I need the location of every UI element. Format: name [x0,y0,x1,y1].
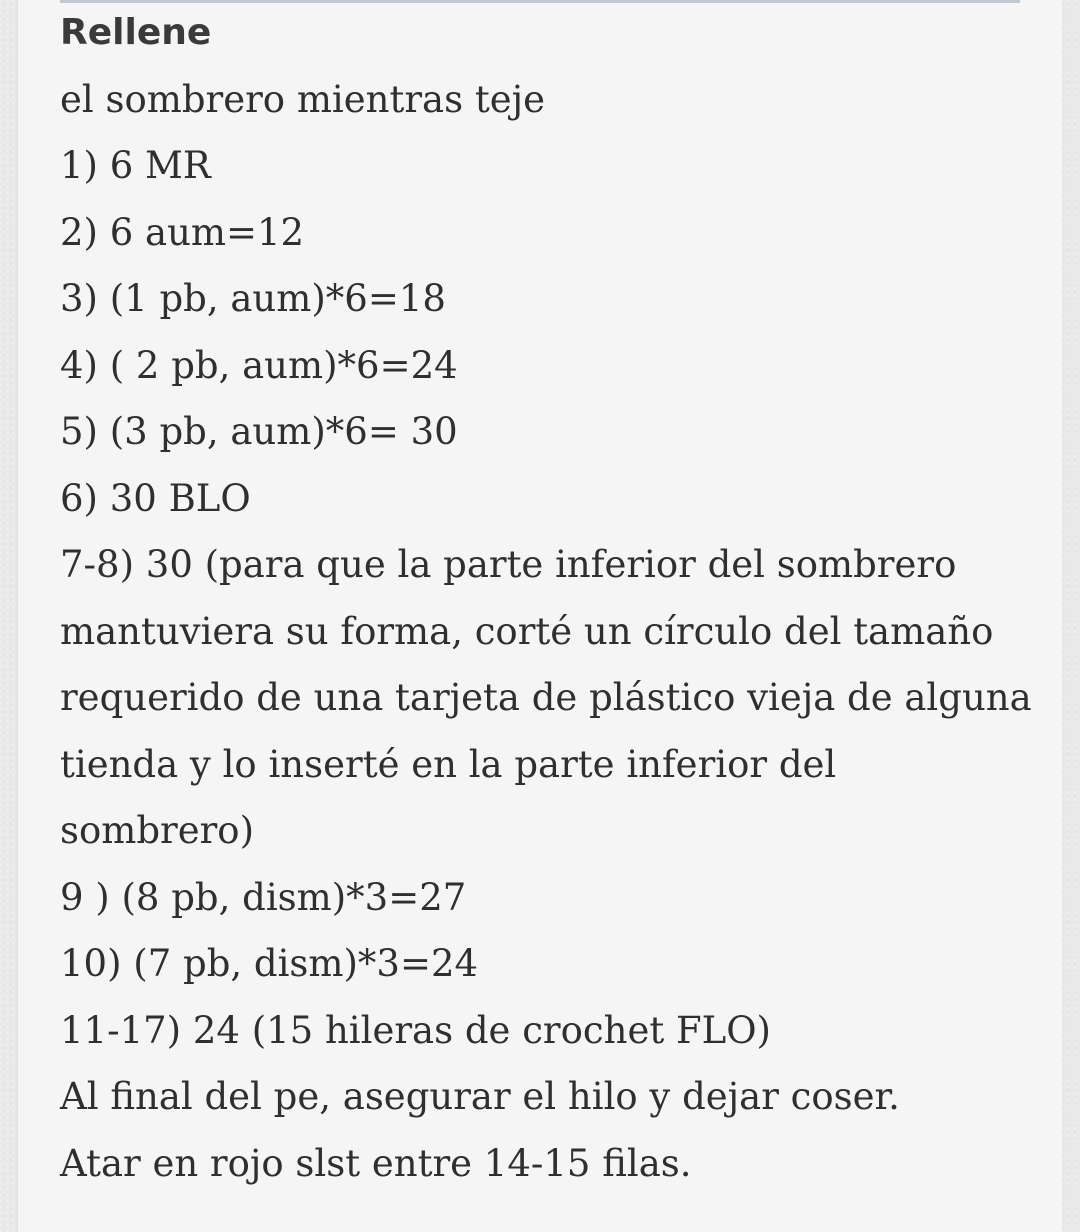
pattern-line: 9 ) (8 pb, dism)*3=27 [60,875,467,919]
section-heading: Rellene [60,12,212,53]
pattern-line: 7-8) 30 (para que la parte inferior del sombrero [60,543,957,586]
document-page [18,0,1062,1232]
pattern-line: 2) 6 aum=12 [60,210,305,254]
pattern-line: mantuviera su forma, corté un círculo del tamaño [60,609,994,653]
pattern-line: sombrero) [60,809,255,852]
pattern-line: requerido de una tarjeta de plástico vieja de alguna [60,676,1032,719]
pattern-line: 6) 30 BLO [60,476,251,520]
pattern-line: tienda y lo inserté en la parte inferior del [60,742,837,786]
pattern-line: 5) (3 pb, aum)*6= 30 [60,410,458,453]
pattern-line: 1) 6 MR [60,144,211,187]
pattern-line: 11-17) 24 (15 hileras de crochet FLO) [60,1008,771,1052]
pattern-line: 10) (7 pb, dism)*3=24 [60,942,479,985]
pattern-line: Atar en rojo slst entre 14-15 filas. [60,1141,692,1185]
pattern-text [60,0,1040,1197]
pattern-line: 3) (1 pb, aum)*6=18 [60,277,446,320]
pattern-line: el sombrero mientras teje [60,77,545,121]
pattern-line: Al final del pe, asegurar el hilo y dejar coser. [60,1075,900,1118]
pattern-line: 4) ( 2 pb, aum)*6=24 [60,343,458,387]
